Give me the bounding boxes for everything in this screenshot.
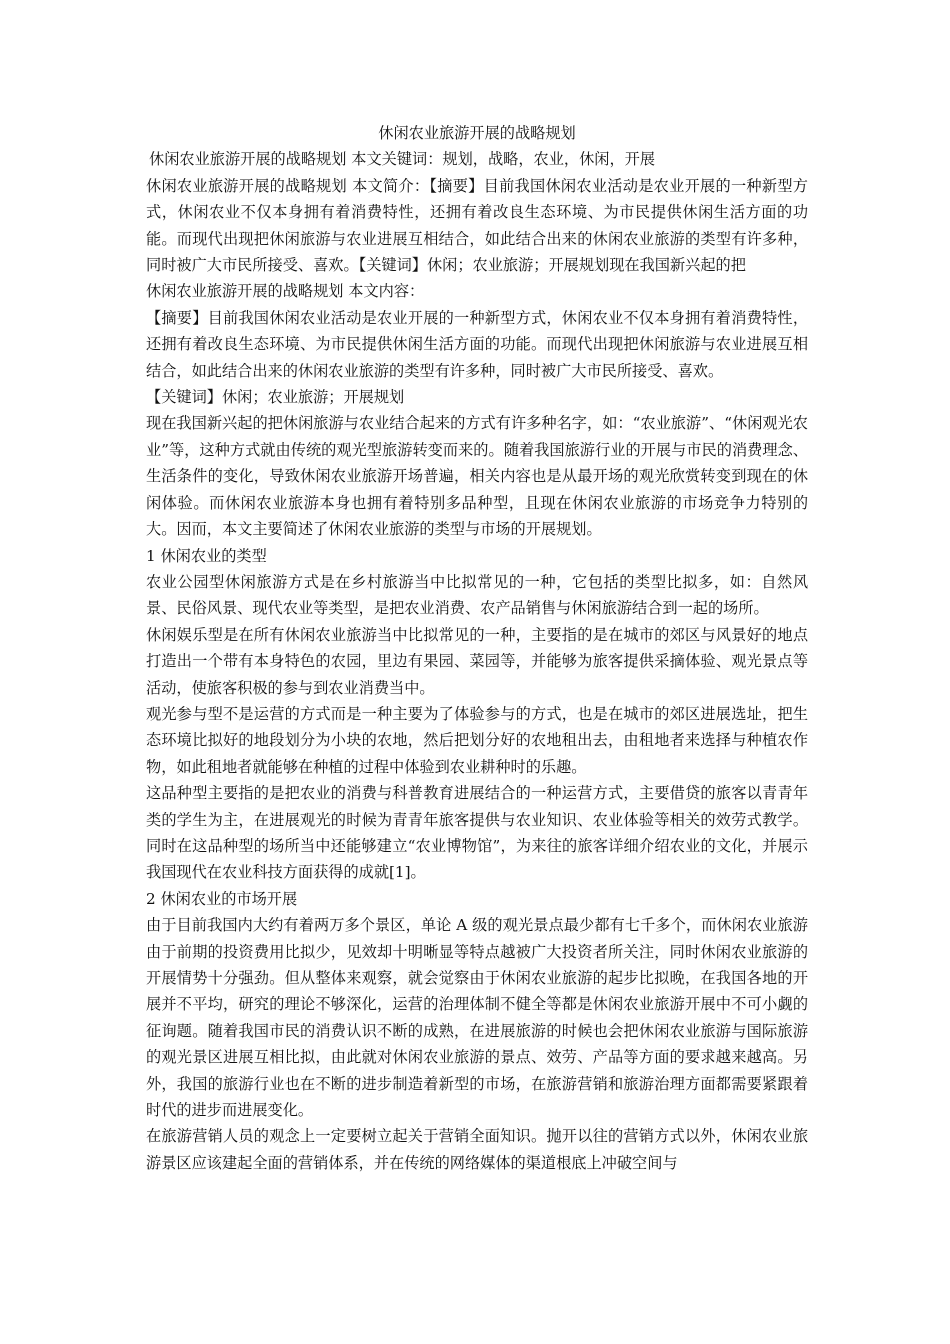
- section-2-paragraph-2: 在旅游营销人员的观念上一定要树立起关于营销全面知识。抛开以往的营销方式以外，休闲农业旅游景区应该建起全面的营销体系，并在传统的网络媒体的渠道根底上冲破空间与: [146, 1127, 808, 1172]
- section-1-paragraph-2: 休闲娱乐型是在所有休闲农业旅游当中比拟常见的一种，主要指的是在城市的郊区与风景好的地点打造出一个带有本身特色的农园，里边有果园、菜园等，并能够为旅客提供采摘体验、观光景点等活动，使旅客积极的参与到农业消费当中。: [146, 625, 808, 697]
- introduction-paragraph: 现在我国新兴起的把休闲旅游与农业结合起来的方式有许多种名字，如：“农业旅游”、“休闲观光农业”等，这种方式就由传统的观光型旅游转变而来的。随着我国旅游行业的开展与市民的消费理念、生活条件的变化，导致休闲农业旅游开场普遍，相关内容也是从最开场的观光欣赏转变到现在的休闲体验。而休闲农业旅游本身也拥有着特别多品种型，且现在休闲农业旅游的市场竞争力特别的大。因而，本文主要简述了休闲农业旅游的类型与市场的开展规划。: [146, 414, 808, 539]
- abstract-paragraph: 【摘要】目前我国休闲农业活动是农业开展的一种新型方式，休闲农业不仅本身拥有着消费特性，还拥有着改良生态环境、为市民提供休闲生活方面的功能。而现代出现把休闲旅游与农业进展互相结合，如此结合出来的休闲农业旅游的类型有许多种，同时被广大市民所接受、喜欢。: [146, 308, 808, 380]
- keywords-summary-line: 休闲农业旅游开展的战略规划 本文关键词：规划，战略，农业，休闲，开展: [149, 150, 656, 169]
- section-1-paragraph-4: 这品种型主要指的是把农业的消费与科普教育进展结合的一种运营方式，主要借贷的旅客以青青年类的学生为主，在进展观光的时候为青青年旅客提供与农业知识、农业体验等相关的效劳式教学。同时在这品种型的场所当中还能够建立“农业博物馆”，为来往的旅客详细介绍农业的文化，并展示我国现代在农业科技方面获得的成就[1]。: [146, 784, 808, 882]
- section-1-paragraph-1: 农业公园型休闲旅游方式是在乡村旅游当中比拟常见的一种，它包括的类型比拟多，如：自然风景、民俗风景、现代农业等类型，是把农业消费、农产品销售与休闲旅游结合到一起的场所。: [146, 572, 808, 618]
- section-2-paragraph-1: 由于目前我国内大约有着两万多个景区，单论 A 级的观光景点最少都有七千多个，而休闲农业旅游由于前期的投资费用比拟少，见效却十明晰显等特点越被广大投资者所关注，同时休闲农业旅游的开展情势十分强劲。但从整体来观察，就会觉察由于休闲农业旅游的起步比拟晚，在我国各地的开展并不平均，研究的理论不够深化，运营的治理体制不健全等都是休闲农业旅游开展中不可小觑的征询题。随着我国市民的消费认识不断的成熟，在进展旅游的时候也会把休闲农业旅游与国际旅游的观光景区进展互相比拟，由此就对休闲农业旅游的景点、效劳、产品等方面的要求越来越高。另外，我国的旅游行业也在不断的进步制造着新型的市场，在旅游营销和旅游治理方面都需要紧跟着时代的进步而进展变化。: [146, 916, 808, 1120]
- document-title: 休闲农业旅游开展的战略规划: [378, 124, 576, 142]
- intro-summary-paragraph: 休闲农业旅游开展的战略规划 本文简介：【摘要】目前我国休闲农业活动是农业开展的一种新型方式，休闲农业不仅本身拥有着消费特性，还拥有着改良生态环境、为市民提供休闲生活方面的功能。而现代出现把休闲旅游与农业进展互相结合，如此结合出来的休闲农业旅游的类型有许多种，同时被广大市民所接受、喜欢。【关键词】休闲；农业旅游；开展规划现在我国新兴起的把: [146, 176, 808, 275]
- keywords-paragraph: 【关键词】休闲；农业旅游；开展规划: [146, 388, 405, 407]
- section-1-heading: 1 休闲农业的类型: [146, 546, 267, 565]
- section-2-heading: 2 休闲农业的市场开展: [146, 889, 298, 908]
- section-1-paragraph-3: 观光参与型不是运营的方式而是一种主要为了体验参与的方式，也是在城市的郊区进展选址，把生态环境比拟好的地段划分为小块的农地，然后把划分好的农地租出去，由租地者来选择与种植农作物，如此租地者就能够在种植的过程中体验到农业耕种时的乐趣。: [146, 704, 808, 776]
- document-page: [146, 120, 808, 1176]
- content-label-line: 休闲农业旅游开展的战略规划 本文内容：: [146, 282, 425, 301]
